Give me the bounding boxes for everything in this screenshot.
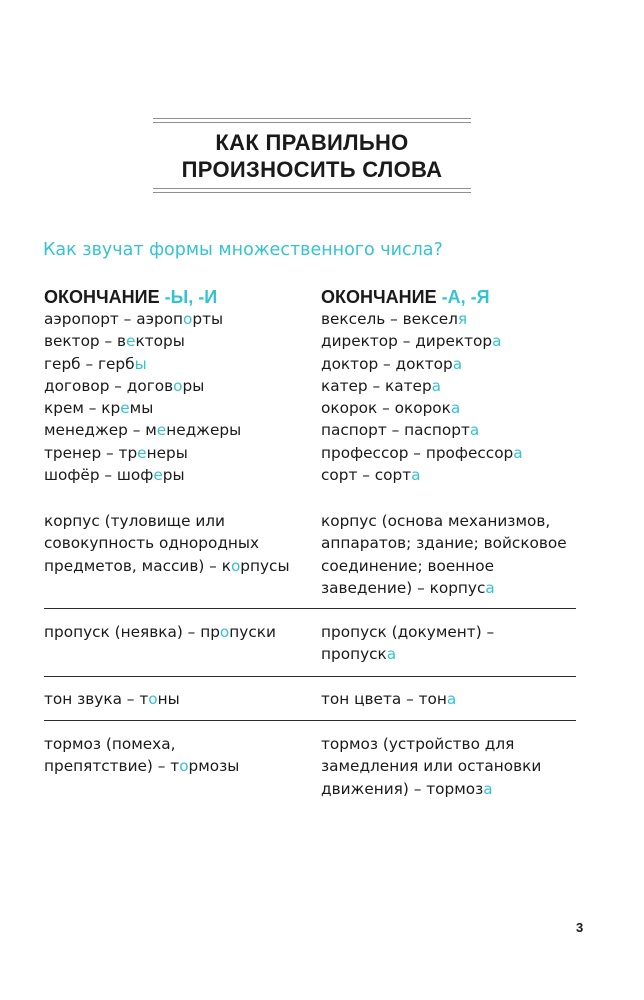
definition-line: тормоз (устройство для: [321, 735, 515, 753]
stress-letter: а: [431, 376, 442, 395]
word-text: доктор – доктор: [321, 354, 453, 373]
title-rule-bottom-2: [153, 192, 471, 193]
definition-line: [321, 778, 541, 800]
title-rule-top-1: [153, 118, 471, 119]
word-pair: [44, 308, 334, 330]
stress-letter: е: [120, 399, 130, 418]
word-pair: [321, 442, 611, 464]
word-text: аэропорт – аэроп: [44, 310, 184, 328]
pair-3-left: [44, 688, 180, 710]
definition-line: корпус (основа механизмов,: [321, 512, 551, 530]
word-text: ны: [157, 690, 180, 708]
stress-letter: а: [450, 399, 461, 418]
word-text: ры: [182, 376, 205, 395]
pair-4-right: [321, 733, 541, 800]
definition-line: [321, 577, 567, 599]
pair-1-left: [44, 510, 290, 577]
stress-letter: а: [483, 779, 493, 798]
word-text: пропуск: [321, 645, 387, 664]
divider-2: [44, 676, 576, 677]
definition-line: тормоз (помеха,: [44, 735, 176, 753]
definition-line: [44, 621, 276, 643]
definition-line: соединение; военное: [321, 556, 495, 575]
definition-line: [321, 688, 456, 710]
definition-line: пропуск (документ) –: [321, 623, 495, 641]
definition-line: аппаратов; здание; войсковое: [321, 534, 567, 553]
title-box: [153, 118, 471, 193]
definition-line: [44, 688, 180, 710]
stress-letter: о: [179, 757, 189, 776]
word-text: заведение) – корпус: [321, 578, 486, 597]
stress-letter: о: [183, 310, 193, 328]
title-rule-bottom-1: [153, 188, 471, 189]
word-text: движения) – тормоз: [321, 779, 484, 798]
definition-line: [321, 643, 494, 665]
stress-letter: а: [411, 466, 421, 485]
word-text: тон цвета – тон: [321, 690, 447, 708]
stress-letter: е: [126, 332, 136, 351]
word-pair: [44, 353, 334, 375]
word-pair: [44, 419, 334, 441]
stress-letter: а: [386, 645, 397, 664]
word-text: препятствие) – т: [44, 757, 180, 776]
pair-1-right: [321, 510, 567, 599]
right-word-list: [321, 308, 611, 486]
word-text: паспорт – паспорт: [321, 421, 470, 440]
word-pair: [321, 375, 611, 397]
stress-letter: о: [173, 376, 183, 395]
pair-3-right: [321, 688, 456, 710]
stress-letter: а: [446, 690, 457, 708]
stress-letter: я: [457, 310, 468, 328]
word-text: рты: [192, 310, 224, 328]
stress-letter: о: [219, 623, 230, 641]
pair-2-right: [321, 621, 494, 666]
word-pair: [321, 464, 611, 486]
definition-line: корпус (туловище или: [44, 512, 226, 530]
title-line-2: ПРОИЗНОСИТЬ СЛОВА: [181, 157, 443, 182]
word-text: рпусы: [240, 556, 290, 575]
definition-line: совокупность однородных: [44, 534, 260, 553]
word-pair: [44, 464, 334, 486]
word-text: кторы: [135, 332, 185, 351]
word-text: герб – герб: [44, 354, 135, 373]
right-heading-label: ОКОНЧАНИЕ: [321, 287, 442, 307]
word-pair: [44, 397, 334, 419]
definition-line: замедления или остановки: [321, 757, 542, 776]
left-heading-label: ОКОНЧАНИЕ: [44, 287, 165, 307]
word-text: предметов, массив) – к: [44, 556, 231, 575]
word-text: пропуск (неявка) – пр: [44, 623, 220, 641]
word-text: мы: [129, 399, 154, 418]
stress-letter: а: [469, 421, 480, 440]
word-text: тренер – тр: [44, 443, 138, 462]
word-text: менеджер – м: [44, 421, 157, 440]
stress-letter: е: [137, 443, 147, 462]
section-subtitle: Как звучат формы множественного числа?: [43, 240, 443, 260]
title-line-1: КАК ПРАВИЛЬНО: [215, 130, 409, 155]
word-text: ры: [162, 466, 185, 485]
word-text: директор – директор: [321, 332, 493, 351]
word-text: сорт – сорт: [321, 466, 412, 485]
stress-letter: ы: [134, 354, 147, 373]
word-pair: [44, 330, 334, 352]
word-pair: [321, 353, 611, 375]
word-pair: [44, 442, 334, 464]
left-column: [44, 286, 334, 486]
word-text: вексель – вексел: [321, 310, 458, 328]
word-text: договор – догов: [44, 376, 174, 395]
word-pair: [321, 419, 611, 441]
right-column: [321, 286, 611, 486]
left-word-list: [44, 308, 334, 486]
right-column-heading: [321, 286, 611, 308]
word-text: крем – кр: [44, 399, 121, 418]
stress-letter: е: [153, 466, 163, 485]
left-heading-endings: -Ы, -И: [164, 287, 218, 307]
word-text: катер – катер: [321, 376, 432, 395]
stress-letter: о: [148, 690, 158, 708]
word-text: окорок – окорок: [321, 399, 451, 418]
word-text: неры: [146, 443, 188, 462]
stress-letter: о: [230, 556, 241, 575]
stress-letter: е: [156, 421, 167, 440]
page-title: [153, 129, 471, 183]
word-pair: [44, 375, 334, 397]
divider-3: [44, 720, 576, 721]
left-column-heading: [44, 286, 334, 308]
stress-letter: а: [513, 443, 523, 462]
word-text: профессор – профессор: [321, 443, 514, 462]
stress-letter: а: [485, 578, 495, 597]
word-text: вектор – в: [44, 332, 127, 351]
pair-4-left: [44, 733, 239, 778]
title-rule-top-2: [153, 122, 471, 123]
word-text: тон звука – т: [44, 690, 149, 708]
stress-letter: а: [452, 354, 463, 373]
word-text: неджеры: [166, 421, 242, 440]
page-number: 3: [576, 920, 584, 935]
definition-line: [44, 755, 239, 777]
pair-2-left: [44, 621, 276, 643]
word-text: пуски: [229, 623, 276, 641]
word-pair: [321, 308, 611, 330]
divider-1: [44, 608, 576, 609]
word-text: шофёр – шоф: [44, 466, 154, 485]
stress-letter: а: [492, 332, 502, 351]
word-text: рмозы: [188, 757, 240, 776]
definition-line: [44, 555, 290, 577]
right-heading-endings: -А, -Я: [441, 287, 490, 307]
word-pair: [321, 397, 611, 419]
word-pair: [321, 330, 611, 352]
